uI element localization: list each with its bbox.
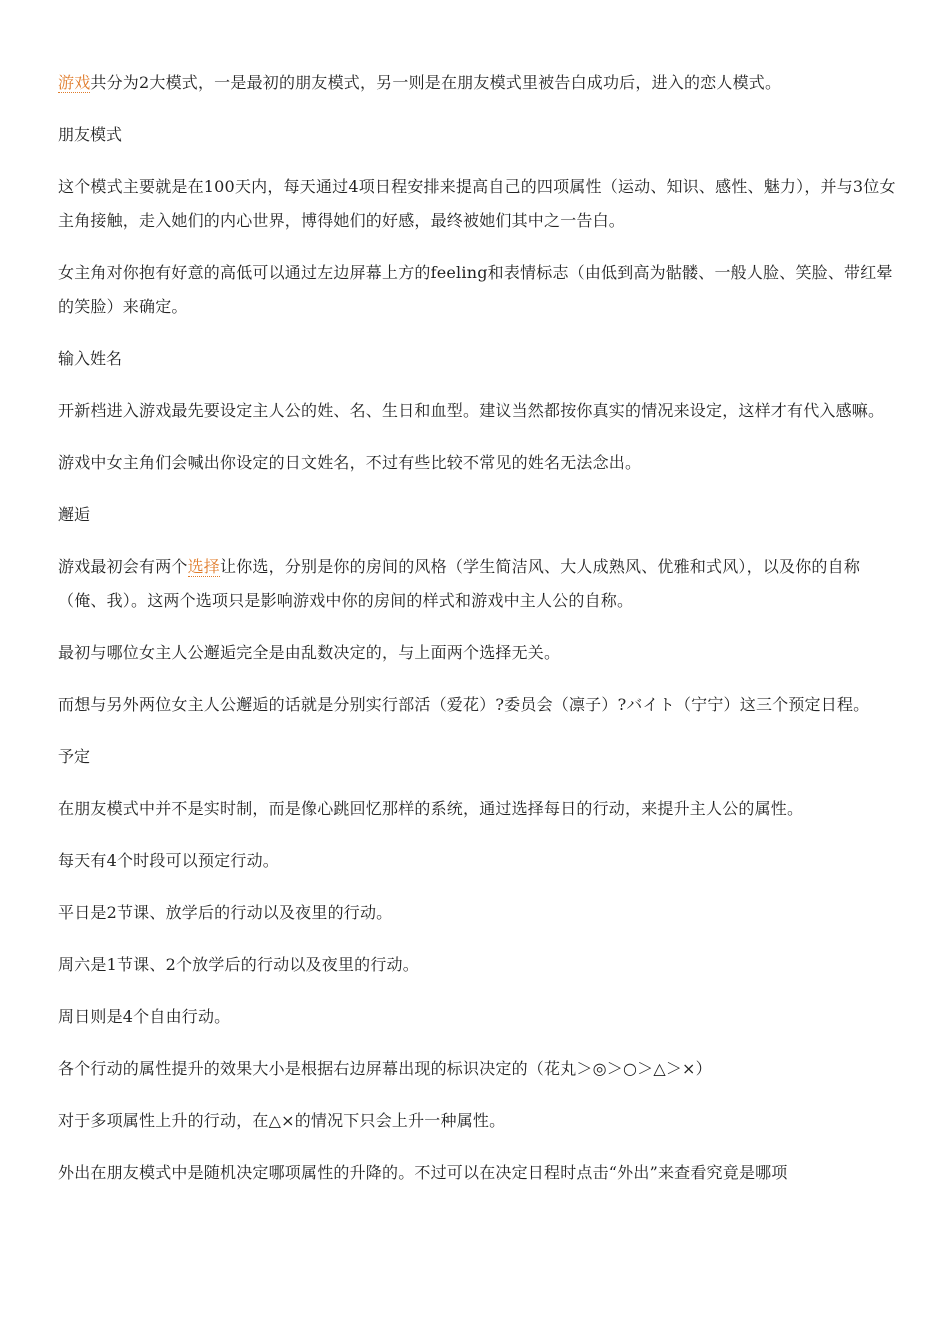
new-save-paragraph: 开新档进入游戏最先要设定主人公的姓、名、生日和血型。建议当然都按你真实的情况来设定，这样才有代入感嘛。	[58, 401, 885, 420]
feeling-paragraph: 女主角对你抱有好意的高低可以通过左边屏幕上方的feeling和表情标志（由低到高为骷髅、一般人脸、笑脸、带红晕的笑脸）来确定。	[58, 263, 893, 316]
saturday-paragraph: 周六是1节课、2个放学后的行动以及夜里的行动。	[58, 955, 419, 974]
heading-friend-mode: 朋友模式	[58, 125, 123, 144]
schedule-system-paragraph: 在朋友模式中并不是实时制，而是像心跳回忆那样的系统，通过选择每日的行动，来提升主人公的属性。	[58, 799, 804, 818]
name-call-paragraph: 游戏中女主角们会喊出你设定的日文姓名，不过有些比较不常见的姓名无法念出。	[58, 453, 642, 472]
other-heroines-paragraph: 而想与另外两位女主人公邂逅的话就是分别实行部活（爱花）?委员会（凛子）?バイト（宁宁）这三个预定日程。	[58, 695, 870, 714]
friend-mode-paragraph: 这个模式主要就是在100天内，每天通过4项日程安排来提高自己的四项属性（运动、知识、感性、魅力），并与3位女主角接触，走入她们的内心世界，博得她们的好感，最终被她们其中之一告白。	[58, 177, 896, 230]
choice-paragraph	[58, 550, 900, 618]
choice-link[interactable]: 选择	[187, 557, 221, 576]
game-link[interactable]: 游戏	[58, 73, 91, 92]
random-encounter-paragraph: 最初与哪位女主人公邂逅完全是由乱数决定的，与上面两个选择无关。	[58, 643, 561, 662]
weekday-paragraph: 平日是2节课、放学后的行动以及夜里的行动。	[58, 903, 393, 922]
marks-paragraph: 各个行动的属性提升的效果大小是根据右边屏幕出现的标识决定的（花丸＞◎＞○＞△＞×）	[58, 1059, 712, 1078]
heading-schedule: 予定	[58, 747, 91, 766]
time-slots-paragraph: 每天有4个时段可以预定行动。	[58, 851, 279, 870]
heading-input-name: 输入姓名	[58, 349, 123, 368]
sunday-paragraph: 周日则是4个自由行动。	[58, 1007, 231, 1026]
outing-paragraph: 外出在朋友模式中是随机决定哪项属性的升降的。不过可以在决定日程时点击“外出”来查看究竟是哪项	[58, 1163, 788, 1182]
multi-attribute-paragraph: 对于多项属性上升的行动，在△×的情况下只会上升一种属性。	[58, 1111, 506, 1130]
choice-text-rest: 让你选，分别是你的房间的风格（学生简洁风、大人成熟风、优雅和式风），以及你的自称（俺、我）。这两个选项只是影响游戏中你的房间的样式和游戏中主人公的自称。	[58, 557, 861, 610]
intro-paragraph	[58, 66, 900, 100]
heading-encounter: 邂逅	[58, 505, 91, 524]
document-body	[58, 66, 900, 1208]
intro-text: 共分为2大模式，一是最初的朋友模式，另一则是在朋友模式里被告白成功后，进入的恋人模式。	[90, 73, 782, 92]
choice-text-pre: 游戏最初会有两个	[58, 557, 188, 576]
